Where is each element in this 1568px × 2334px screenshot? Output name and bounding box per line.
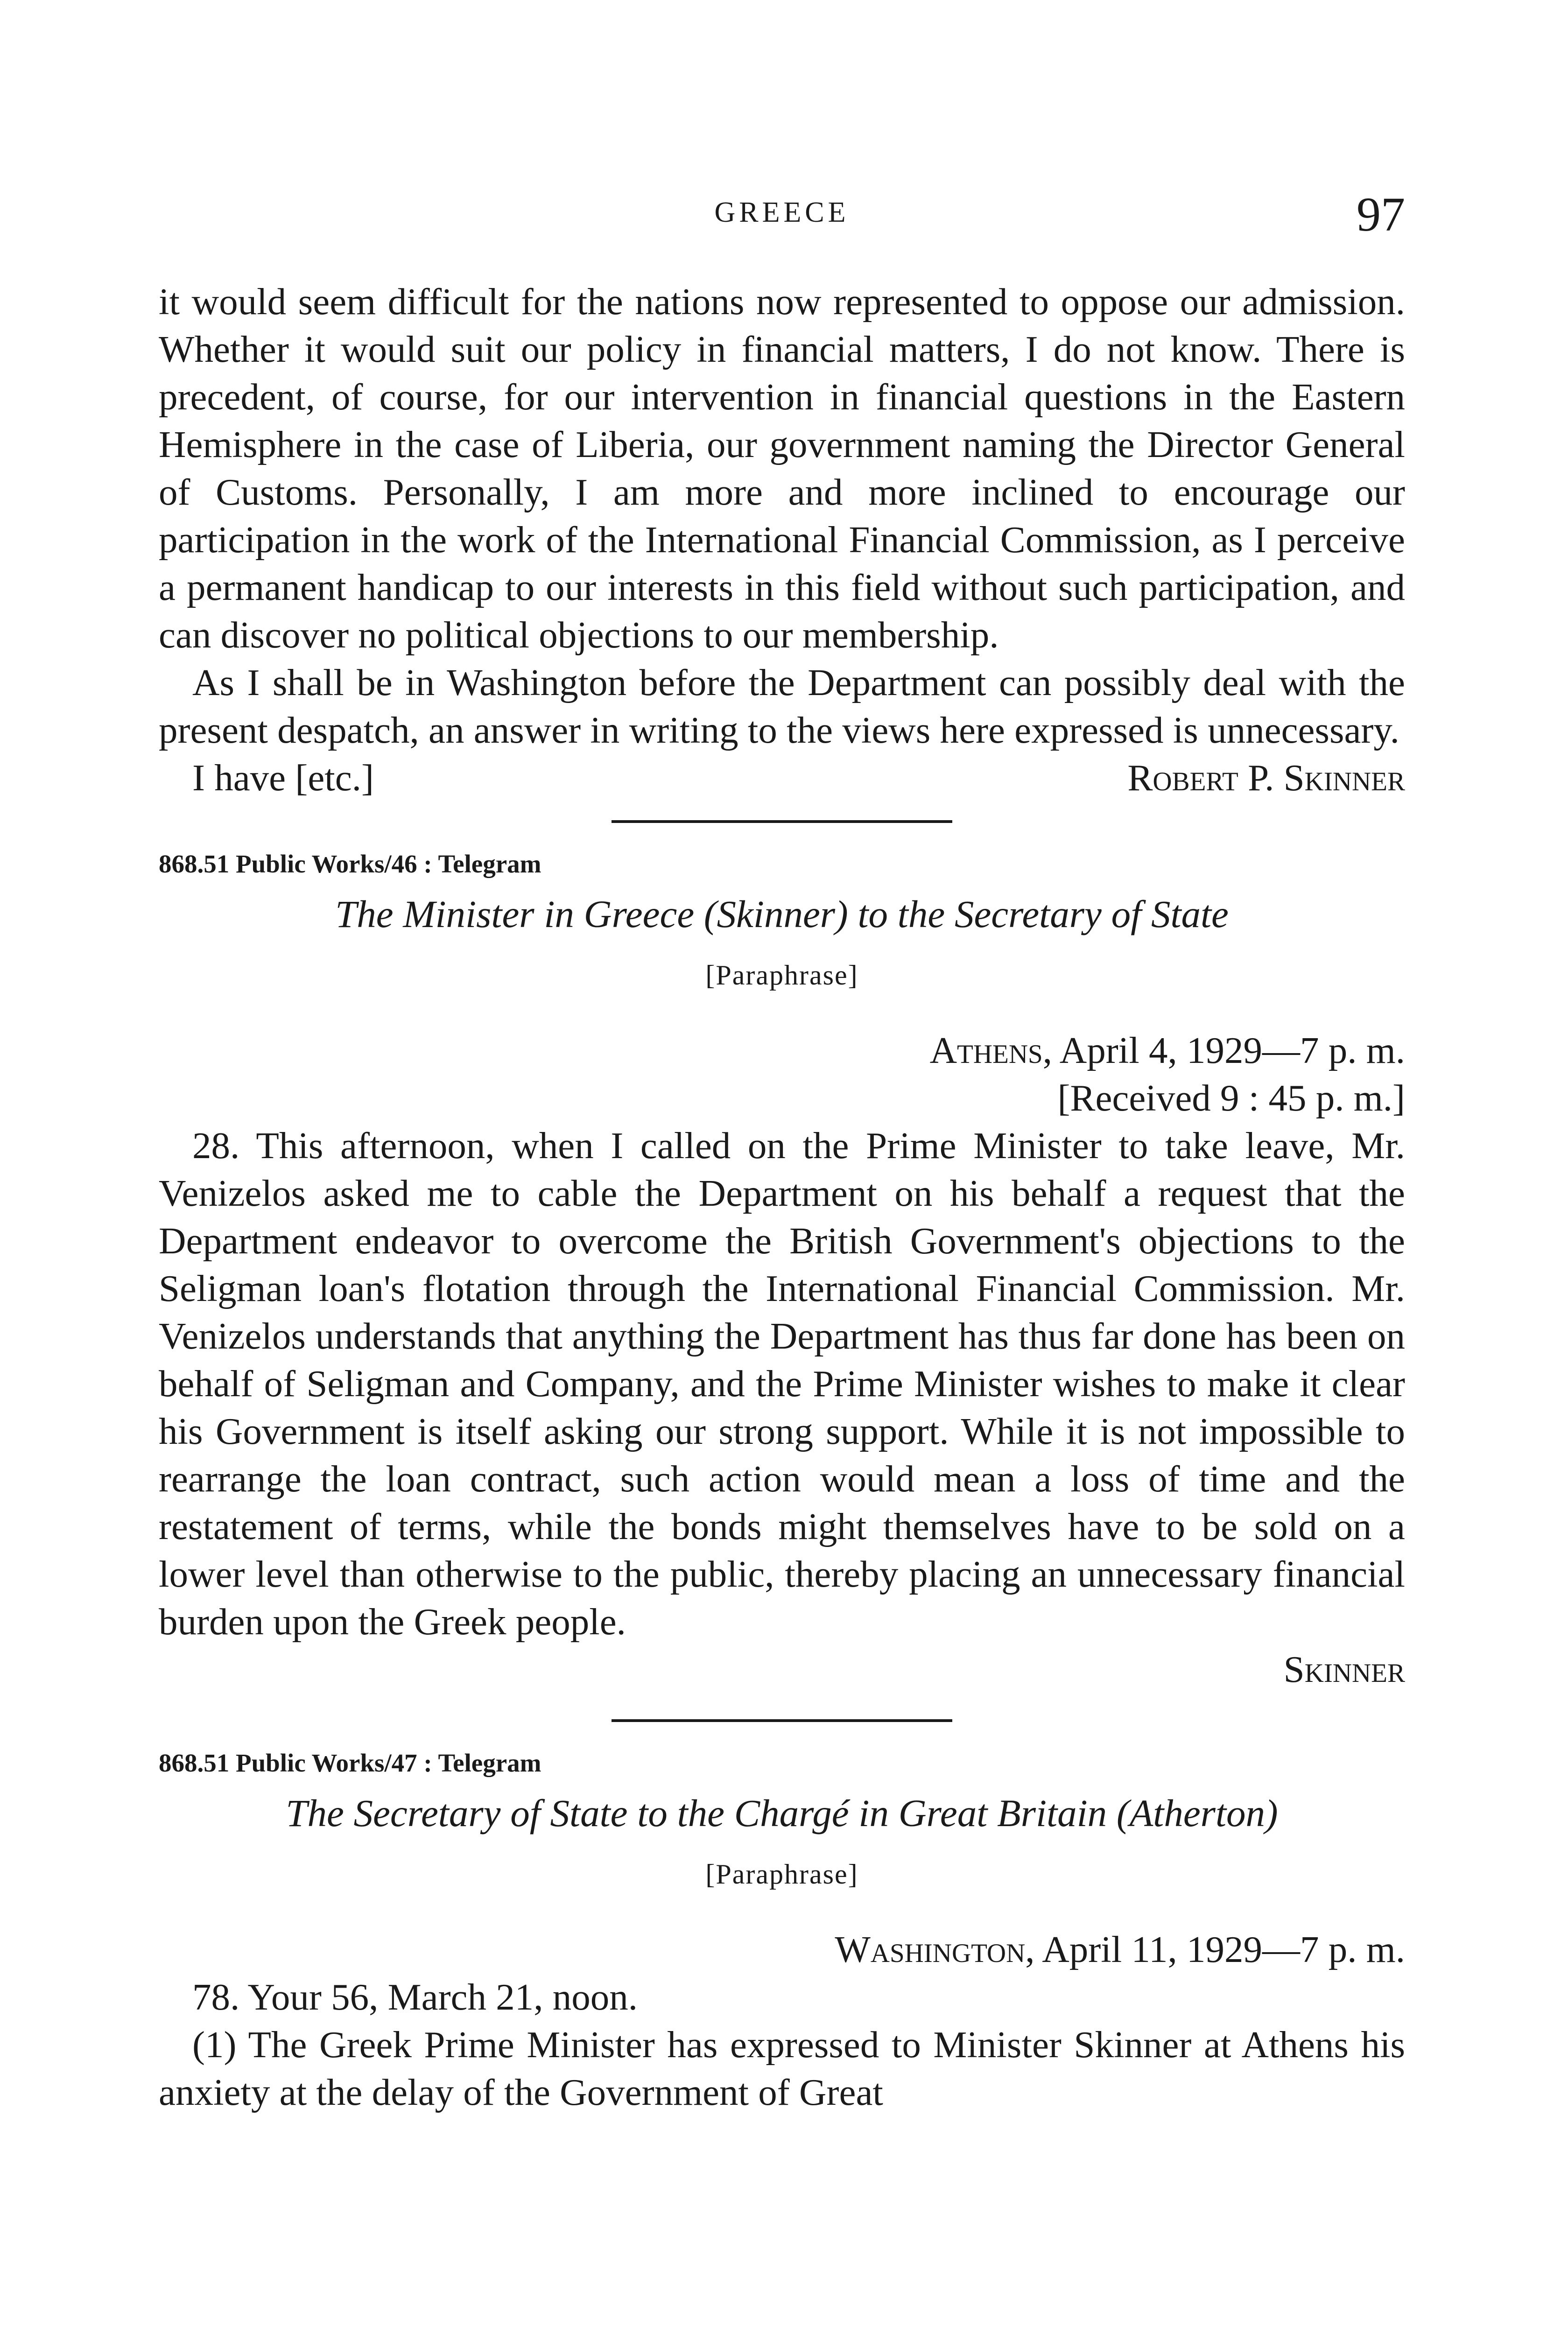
paraphrase-label-2: [Paraphrase] [705,1859,858,1890]
dateline-rest-1: , April 4, 1929—7 p. m. [1042,1029,1405,1071]
document-title-2: The Secretary of State to the Chargé in Great Britain (Atherton) [286,1792,1278,1835]
received-line: [Received 9 : 45 p. m.] [1057,1077,1405,1119]
signature-skinner-full: Robert P. Skinner [1127,757,1405,799]
continuation-paragraph-2: As I shall be in Washington before the Department can possibly deal with the present despatch, an answer in writing to the views here expressed is unnecessary. [159,661,1405,751]
telegram-body-1: 28. This afternoon, when I called on the Prime Minister to take leave, Mr. Venizelos asked me to cable the Department on his behalf a request that the Department endeavor to overcome the British Government's objections to the Seligman loan's flotation through the International Financial Commission. Mr. Venizelos understands that anything the Department has thus far done has been on behalf of Seligman and Company, and the Prime Minister wishes to make it clear his Government is itself asking our strong support. While it is not impossible to rearrange the loan contract, such action would mean a loss of time and the restatement of terms, while the bonds might themselves have to be sold on a lower level than otherwise to the public, thereby placing an unnecessary financial burden upon the Greek people. [159,1125,1405,1643]
continuation-paragraph: it would seem difficult for the nations now represented to oppose our admission. Whether it would suit our policy in financial matters, I do not know. There is precedent, of course, for our intervention in financial questions in the Eastern Hemisphere in the case of Liberia, our government naming the Director General of Customs. Personally, I am more and more inclined to encourage our participation in the work of the International Financial Commission, as I perceive a permanent handicap to our interests in this field without such participation, and can discover no political objections to our membership. [159,281,1405,656]
telegram-paragraph-2: (1) The Greek Prime Minister has expressed to Minister Skinner at Athens his anxiety at the delay of the Government of Great [159,2024,1405,2113]
telegram-paragraph-1: 78. Your 56, March 21, noon. [192,1976,638,2018]
dateline-place-2: Washington [835,1928,1026,1970]
page-header [159,187,1405,247]
dateline-place-1: Athens [929,1029,1043,1071]
dateline-rest-2: , April 11, 1929—7 p. m. [1025,1928,1405,1970]
running-head: GREECE [714,197,850,228]
closing-text: I have [etc.] [192,757,374,799]
file-reference-2: 868.51 Public Works/47 : Telegram [159,1749,541,1777]
page-number: 97 [1357,188,1405,241]
signature-skinner: Skinner [1283,1648,1405,1690]
document-title-1: The Minister in Greece (Skinner) to the Secretary of State [335,893,1229,935]
dateline-2 [159,1926,1405,1973]
file-reference-1: 868.51 Public Works/46 : Telegram [159,850,541,878]
paraphrase-label-1: [Paraphrase] [705,960,858,991]
dateline-1 [159,1026,1405,1074]
page-text [159,278,1405,2116]
closing-line [159,754,1405,801]
